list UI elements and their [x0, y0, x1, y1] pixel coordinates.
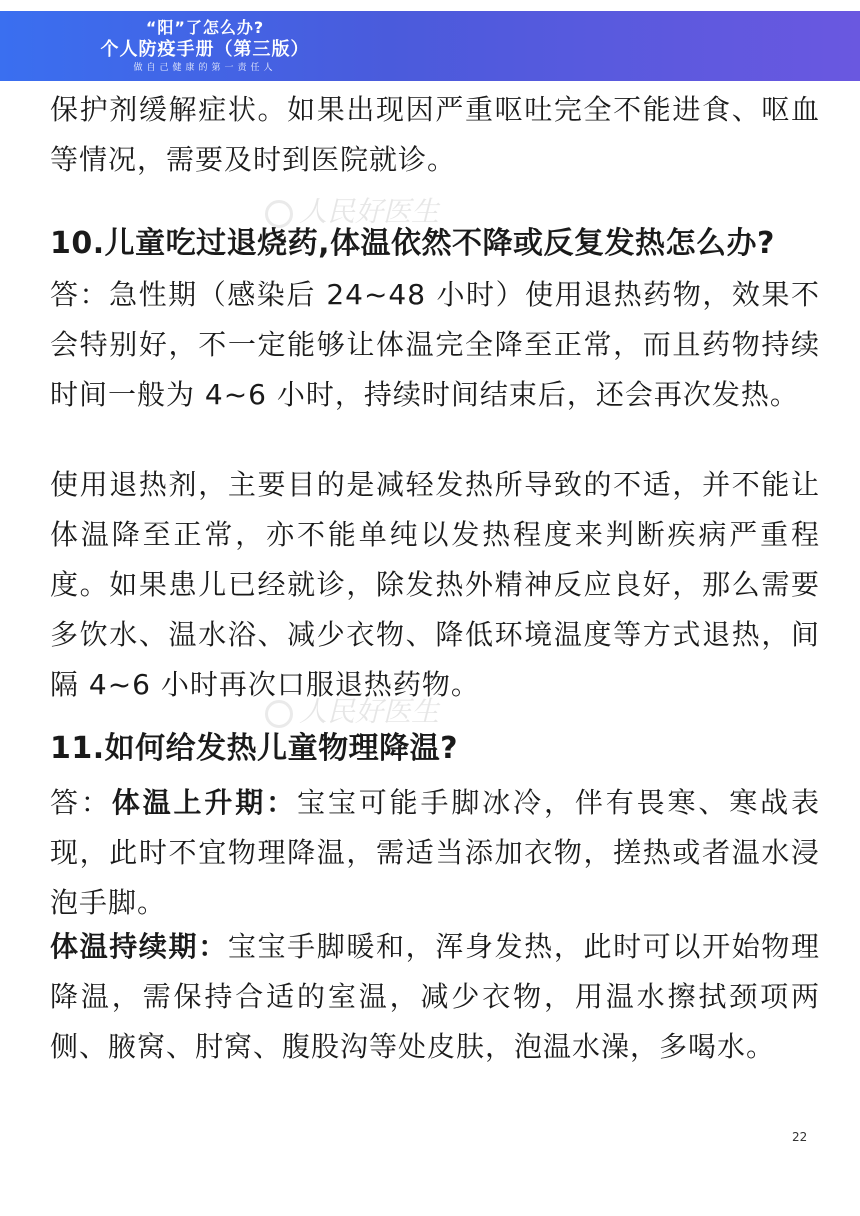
header-titles — [40, 11, 370, 81]
rising-phase-text: 宝宝可能手脚冰冷，伴有畏寒、寒战表现，此时不宜物理降温，需适当添加衣物，搓热或者温水浸泡手脚。 — [50, 786, 820, 919]
rising-phase-label: 体温上升期： — [111, 786, 297, 819]
question-10-heading: 10.儿童吃过退烧药,体温依然不降或反复发热怎么办? — [50, 226, 775, 261]
header-title: 个人防疫手册（第三版） — [100, 39, 310, 60]
page-number: 22 — [792, 1130, 808, 1144]
intro-paragraph: 保护剂缓解症状。如果出现因严重呕吐完全不能进食、呕血等情况，需要及时到医院就诊。 — [50, 93, 820, 176]
sustained-phase-label: 体温持续期： — [50, 930, 228, 963]
question-11-paragraph-2 — [50, 922, 820, 1072]
sustained-phase-text: 宝宝手脚暖和，浑身发热，此时可以开始物理降温，需保持合适的室温，减少衣物，用温水擦拭颈项两侧、腋窝、肘窝、腹股沟等处皮肤，泡温水澡，多喝水。 — [50, 930, 820, 1063]
question-11-answer — [50, 778, 820, 928]
header-question: “阳”了怎么办? — [145, 18, 265, 37]
header-banner — [0, 11, 860, 81]
question-10-paragraph-2: 使用退热剂，主要目的是减轻发热所导致的不适，并不能让体温降至正常，亦不能单纯以发热程度来判断疾病严重程度。如果患儿已经就诊，除发热外精神反应良好，那么需要多饮水、温水浴、减少衣物、降低环境温度等方式退热，间隔 4~6 小时再次口服退热药物。 — [50, 468, 820, 701]
watermark: 人民好医生 — [265, 690, 439, 730]
answer-prefix: 答： — [50, 786, 112, 819]
question-10-answer: 答：急性期（感染后 24~48 小时）使用退热药物，效果不会特别好，不一定能够让体温完全降至正常，而且药物持续时间一般为 4~6 小时，持续时间结束后，还会再次发热。 — [50, 278, 820, 411]
header-slogan: 做自己健康的第一责任人 — [133, 63, 277, 73]
question-11-heading: 11.如何给发热儿童物理降温? — [50, 731, 459, 766]
watermark: 人民好医生 — [265, 190, 439, 230]
